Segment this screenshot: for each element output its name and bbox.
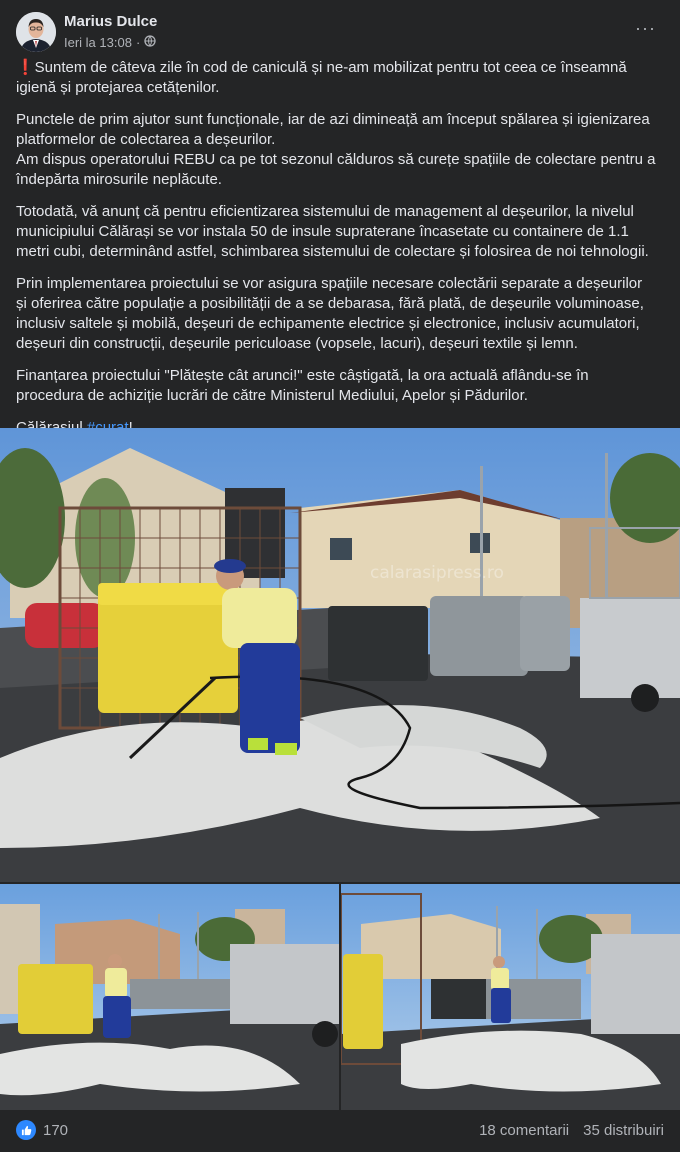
shares-count[interactable]: 35 distribuiri xyxy=(583,1122,664,1139)
paragraph-4: Prin implementarea proiectului se vor asigura spațiile necesare colectării separate a deșeurilor și oferirea către populație a posibilității de a se debarasa, fără plată, de deșeurile voluminoase, inclusiv saltele și mobilă, deșeuri de echipamente electrice și electronice, inclusiv acumulatori, deșeuri din construcții, deșeurile periculoase (vopsele, lacuri), deșeuri textile și lemn. xyxy=(16,275,644,352)
more-icon[interactable]: ··· xyxy=(635,18,656,38)
paragraph-5: Finanțarea proiectului "Plătește cât arunci!" este câștigată, la ora actuală aflându-se în procedura de achiziție lucrări de către Ministerul Mediului, Apelor și Pădurilor. xyxy=(16,367,589,404)
meta-dot: · xyxy=(135,35,141,50)
author-avatar[interactable] xyxy=(16,12,56,52)
paragraph-2-text: Punctele de prim ajutor sunt funcționale, iar de azi dimineață am început spălarea și igienizarea platformelor de colectarea a deșeurilor. Am dispus operatorului REBU ca pe tot sezonul călduros să curețe spațiile de colectare pentru a îndepărta mirosurile neplăcute. xyxy=(16,111,656,188)
post-photo-3[interactable] xyxy=(341,884,680,1110)
svg-text:calarasipress.ro: calarasipress.ro xyxy=(370,563,504,583)
post-header xyxy=(16,10,664,54)
paragraph-3: Totodată, vă anunț că pentru eficientizarea sistemului de management al deșeurilor, la nivelul municipiului Călărași se vor instala 50 de insule supraterane încasetate cu containere de 1.1 metri cubi, determinând astfel, schimbarea sistemului de colectare și folosirea de noi tehnologii. xyxy=(16,203,649,260)
likes-count: 170 xyxy=(43,1121,69,1139)
globe-icon xyxy=(144,35,156,50)
paragraph-1: ❗Suntem de câteva zile în cod de caniculă și ne-am mobilizat pentru tot ceea ce înseamnă igienă și protejarea cetățenilor. xyxy=(16,59,627,96)
post-photo-main[interactable] xyxy=(0,428,680,882)
post-stats xyxy=(479,1122,664,1139)
post-photo-2[interactable] xyxy=(0,884,339,1110)
comments-count[interactable]: 18 comentarii xyxy=(479,1122,570,1139)
paragraph-2 xyxy=(16,110,656,190)
like-icon xyxy=(16,1120,36,1140)
author-name[interactable]: Marius Dulce xyxy=(64,13,158,30)
post-footer xyxy=(16,1118,664,1144)
post-meta xyxy=(64,35,156,50)
post-text xyxy=(16,58,656,450)
reactions[interactable] xyxy=(16,1120,68,1140)
post-time[interactable]: Ieri la 13:08 xyxy=(64,35,132,50)
